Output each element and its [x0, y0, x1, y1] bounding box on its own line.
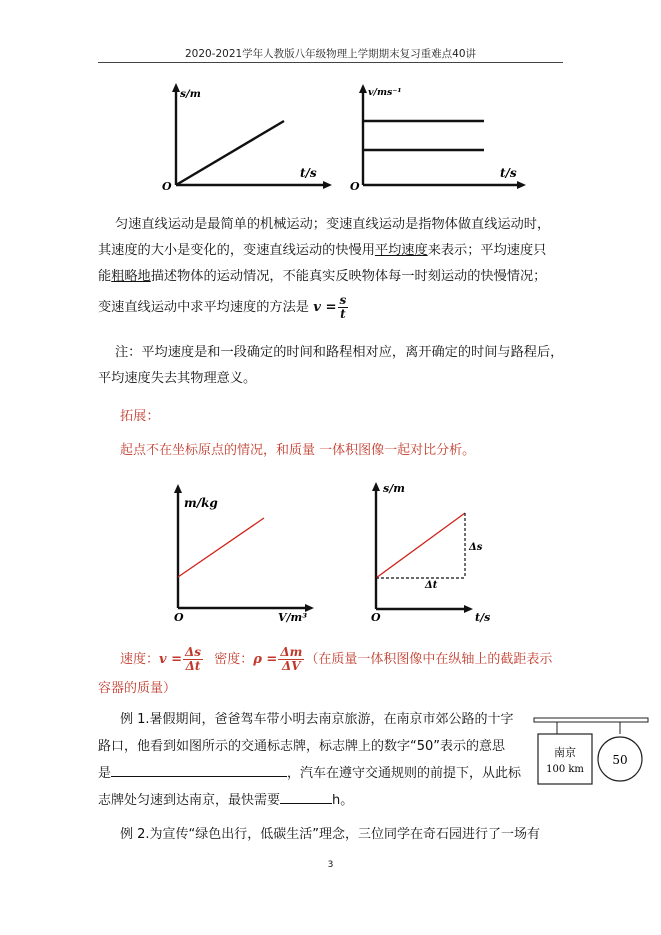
distance-sign: [538, 734, 592, 784]
y-axis-arrow: [174, 484, 182, 493]
origin-label: O: [162, 180, 172, 193]
page-number: 3: [327, 860, 334, 870]
st-line: [176, 121, 284, 185]
y-axis-label: v/ms⁻¹: [368, 87, 402, 98]
sign-distance: 100 km: [546, 764, 584, 775]
para-line-1: 匀速直线运动是最简单的机械运动；变速直线运动是指物体做直线运动时，: [115, 217, 551, 232]
para-line-3-post: 描述物体的运动情况，不能真实反映物体每一时刻运动的快慢情况；: [150, 269, 547, 284]
y-axis-label: s/m: [180, 88, 201, 100]
sign-crossbar: [534, 718, 648, 722]
example1-line-4-post: h。: [332, 793, 354, 808]
x-axis-arrow: [517, 181, 526, 189]
answer-blank-time[interactable]: [280, 789, 332, 804]
x-axis-arrow: [323, 181, 332, 189]
density-label: 密度：: [214, 652, 254, 667]
speed-label: 速度：: [120, 652, 160, 667]
example1-line-3: [98, 761, 521, 787]
graph-mass-volume: [170, 480, 330, 625]
fill-average-speed: 平均速度: [374, 243, 428, 258]
density-fraction: [278, 646, 304, 673]
density-den: ΔV: [282, 659, 301, 673]
density-lhs: ρ =: [253, 652, 278, 667]
delta-t-label: Δt: [425, 580, 438, 591]
formula-v-fraction: [338, 294, 349, 321]
speed-fraction: [183, 646, 203, 673]
x-axis-label: t/s: [300, 166, 317, 180]
formula-line: [120, 644, 552, 676]
para-line-2-post: 来表示；平均速度只: [427, 243, 547, 258]
para-line-3: [98, 264, 546, 290]
example1-line-3-post: ，汽车在遵守交通规则的前提下，从此标: [287, 766, 522, 781]
x-axis-label: V/m³: [278, 611, 308, 624]
fill-rough: 粗略地: [111, 269, 151, 284]
para-line-2: [98, 238, 546, 264]
example2-line-1: 例 2.为宣传“绿色出行，低碳生活”理念，三位同学在奇石园进行了一场有: [120, 827, 541, 842]
speed-den: Δt: [185, 659, 201, 673]
formula-v-den: t: [340, 307, 346, 321]
note-line-1: 注：平均速度是和一段确定的时间和路程相对应，离开确定的时间与路程后，: [115, 345, 564, 360]
density-num: Δm: [280, 645, 303, 659]
y-axis-arrow: [359, 84, 367, 93]
delta-s-label: Δs: [469, 542, 483, 553]
y-axis-label: s/m: [383, 482, 405, 495]
para-line-4-text: 变速直线运动中求平均速度的方法是: [98, 300, 309, 315]
x-axis-label: t/s: [500, 166, 517, 180]
example1-line-4: [98, 788, 353, 814]
formula-note-line-2: 容器的质量）: [98, 681, 177, 696]
y-axis-label: m/kg: [184, 496, 218, 510]
para-line-2-pre: 其速度的大小是变化的，变速直线运动的快慢用: [98, 243, 375, 258]
graph-st-offset: [365, 478, 525, 628]
speed-num: Δs: [185, 645, 202, 659]
x-axis-arrow: [464, 605, 473, 613]
extend-text: 起点不在坐标原点的情况，和质量 一体积图像一起对比分析。: [120, 443, 476, 458]
graph-vt-uniform: [350, 80, 530, 195]
sign-city: 南京: [554, 746, 576, 759]
origin-label: O: [371, 611, 381, 624]
extend-label: 拓展：: [120, 409, 160, 424]
y-axis-arrow: [372, 482, 380, 491]
origin-label: O: [350, 180, 360, 193]
example1-line-1: 例 1.暑假期间，爸爸驾车带小明去南京旅游，在南京市郊公路的十字: [120, 712, 514, 727]
para-line-4: [98, 294, 349, 322]
mv-line: [178, 518, 264, 577]
density-note: （在质量一体积图像中在纵轴上的截距表示: [305, 652, 553, 667]
example1-line-3-pre: 是: [98, 766, 112, 781]
header-divider: [98, 62, 563, 63]
page-header: 2020-2021学年人教版八年级物理上学期期末复习重难点40讲: [184, 48, 477, 60]
example1-line-2: 路口，他看到如图所示的交通标志牌，标志牌上的数字“50”表示的意思: [98, 739, 506, 754]
speed-lhs: v =: [159, 652, 182, 667]
traffic-sign-figure: [532, 712, 650, 808]
formula-v-num: s: [339, 293, 347, 307]
st-offset-line: [376, 513, 465, 578]
origin-label: O: [174, 611, 184, 624]
sign-speed-limit: 50: [612, 753, 628, 767]
answer-blank-meaning[interactable]: [111, 762, 287, 777]
formula-v-lhs: v =: [313, 300, 337, 315]
graph-st-uniform: [158, 80, 338, 195]
x-axis-label: t/s: [475, 611, 491, 624]
para-line-3-pre: 能: [98, 269, 112, 284]
example1-line-4-pre: 志牌处匀速到达南京，最快需要: [98, 793, 281, 808]
note-line-2: 平均速度失去其物理意义。: [98, 371, 257, 386]
y-axis-arrow: [172, 83, 180, 92]
